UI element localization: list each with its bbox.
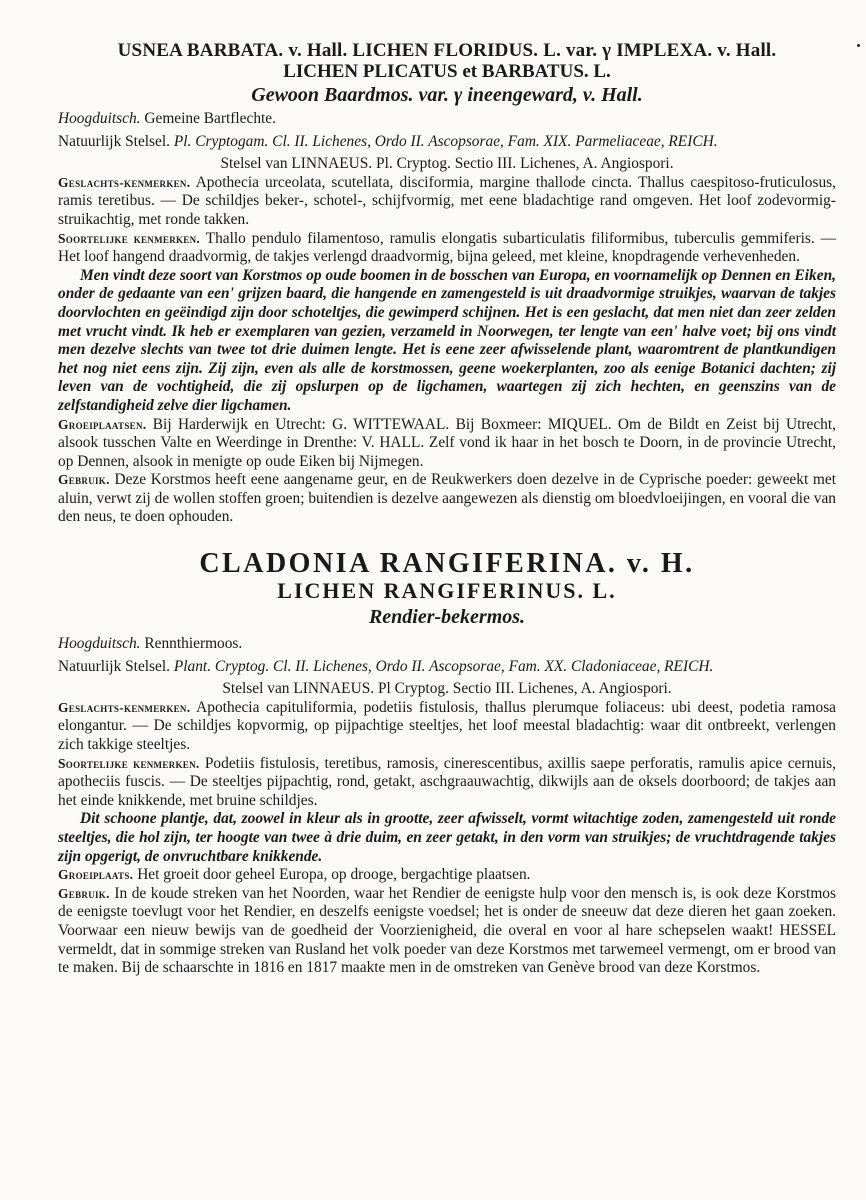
german-label: Hoogduitsch. xyxy=(58,110,141,127)
entry-synonym: LICHEN PLICATUS et BARBATUS. L. xyxy=(283,61,611,82)
ink-speck xyxy=(857,44,860,47)
genus-characteristics xyxy=(58,699,836,755)
genus-characteristics xyxy=(58,174,836,230)
habitat-text: Het groeit door geheel Europa, op drooge, bergachtige plaatsen. xyxy=(137,866,531,884)
entry-synonym: LICHEN RANGIFERINUS. L. xyxy=(277,578,617,604)
species-text: Thallo pendulo filamentoso, ramulis elongatis subarticulatis filiformibus, tuberculis gemmiferis. — Het loof hangend draadvormig, de takjes verlengd draadvormig, bijna geleed, met kleine, knopdragende verhevenheden. xyxy=(58,229,836,266)
page xyxy=(58,40,836,978)
german-name: Rennthiermoos. xyxy=(144,635,243,653)
usage-text: Deze Korstmos heeft eene aangename geur, en de Reukwerkers doen dezelve in de Cyprische poeder: geweekt met aluin, verwt zij de wollen stoffen groen; buitendien is dezelve aangewezen als dienstig om bloedvloeijingen, en vooral die van den neus, te doen ophouden. xyxy=(58,471,836,526)
entry-title: CLADONIA RANGIFERINA. v. H. xyxy=(199,548,695,580)
species-label: Soortelijke kenmerken. xyxy=(58,755,200,771)
description: Dit schoone plantje, dat, zoowel in kleur als in grootte, zeer afwisselt, vormt witachtige zoden, zamengesteld uit ronde steeltjes, die hol zijn, ter hoogte van twee à drie duim, en zeer getakt, in den vorm van struikjes; de vruchtdragende takjes zijn opgerigt, de onvruchtbare knikkende. xyxy=(58,810,836,865)
habitat-label: Groeiplaatsen. xyxy=(58,416,147,432)
natural-system-label: Natuurlijk Stelsel. xyxy=(58,132,170,150)
usage xyxy=(58,471,836,527)
usage-label: Gebruik. xyxy=(58,472,110,488)
habitat-label: Groeiplaats. xyxy=(58,867,134,883)
natural-system-text: Plant. Cryptog. Cl. II. Lichenes, Ordo II. Ascopsorae, Fam. XX. Cladoniaceae, REICH. xyxy=(173,657,714,675)
entry-cladonia-rangiferina xyxy=(58,549,836,978)
species-label: Soortelijke kenmerken. xyxy=(58,230,201,246)
linnaeus-system-line: Stelsel van LINNAEUS. Pl. Cryptog. Sectio III. Lichenes, A. Angiospori. xyxy=(220,155,674,173)
usage-text: In de koude streken van het Noorden, waar het Rendier de eenigste hulp voor den mensch is, is ook deze Korstmos de eenigste toevlugt voor het Rendier, en deszelfs eenigste voedsel; het is onder de sneeuw dat deze dieren het gaan zoeken. Voorwaar een nieuw bewijs van de goedheid der Voorzienigheid, die overal en voor al hare schepselen waakt! HESSEL vermeldt, dat in sommige streken van Rusland het volk poeder van deze Korstmos met tarwemeel vermengt, om er brood van te maken. Bij de schaarschte in 1816 en 1817 maakte men in de omstreken van Genève brood van deze Korstmos. xyxy=(58,884,836,977)
description: Men vindt deze soort van Korstmos op oude boomen in de bosschen van Europa, en voornamelijk op Dennen en Eiken, onder de gedaante van een' grijzen baard, die hangende en zamengesteld is uit draadvormige struikjes, waarvan de takjes doorvlochten en geëindigd zijn door schoteltjes, die gewimperd schijnen. Het is een geslacht, dat men niet dan zeer zelden met vrucht vindt. Ik heb er exemplaren van gezien, verzameld in Noorwegen, ter lengte van een' halve voet; bij ons vindt men dezelve slechts van twee tot drie duimen lengte. Het is eene zeer afwisselende plant, waaromtrent de plantkundigen het nog niet eens zijn. Zij zijn, even als alle de korstmossen, geene woekerplanten, zoo als eenige Botanici dachten; zij leven van de vochtigheid, die zij opslurpen op de ligchamen, waartegen zij zich hechten, en geenszins van de zelfstandigheid zelve dier ligchamen. xyxy=(58,266,836,414)
habitat xyxy=(58,416,836,472)
linnaeus-system-line: Stelsel van LINNAEUS. Pl Cryptog. Sectio III. Lichenes, A. Angiospori. xyxy=(222,680,672,698)
species-text: Podetiis fistulosis, teretibus, ramosis, cinerescentibus, axillis saepe perforatis, ramulis apice cernuis, apotheciis fuscis. — De steeltjes pijpachtig, rond, getakt, aschgraauwachtig, dikwijls aan de oksels doorboord; de takjes aan het einde knikkende, met bruine schildjes. xyxy=(58,754,836,809)
entry-title: USNEA BARBATA. v. Hall. LICHEN FLORIDUS. L. var. γ IMPLEXA. v. Hall. xyxy=(117,40,777,61)
german-label: Hoogduitsch. xyxy=(58,635,141,653)
german-name-line xyxy=(58,110,836,129)
natural-system-line xyxy=(58,658,836,677)
species-characteristics xyxy=(58,755,836,811)
dutch-name: Rendier-bekermos. xyxy=(368,606,526,629)
usage xyxy=(58,885,836,978)
genus-text: Apothecia urceolata, scutellata, disciformia, margine thallode cincta. Thallus caespitoso-fruticulosus, ramis teretibus. — De schildjes beker-, schotel-, schijfvormig, met eene bladachtige rand omgeven. Het loof zodevormig-struikachtig, met ronde takken. xyxy=(58,173,836,228)
genus-label: Geslachts-kenmerken. xyxy=(58,699,191,715)
entry-usnea-barbata xyxy=(58,40,836,527)
german-name-line xyxy=(58,635,836,654)
natural-system-label: Natuurlijk Stelsel. xyxy=(58,657,170,675)
habitat-text: Bij Harderwijk en Utrecht: G. WITTEWAAL. Bij Boxmeer: MIQUEL. Om de Bildt en Zeist bij Utrecht, alsook tusschen Valte en Weerdinge in Drenthe: V. HALL. Zelf vond ik haar in het bosch te Doorn, in de provincie Utrecht, op Dennen, alsook in menigte op oude Eiken bij Nijmegen. xyxy=(58,415,836,470)
habitat xyxy=(58,866,836,885)
natural-system-text: Pl. Cryptogam. Cl. II. Lichenes, Ordo II. Ascopsorae, Fam. XIX. Parmeliaceae, REICH. xyxy=(173,132,718,150)
german-name: Gemeine Bartflechte. xyxy=(144,110,276,127)
dutch-name: Gewoon Baardmos. var. γ ineengeward, v. Hall. xyxy=(251,84,643,106)
natural-system-line xyxy=(58,133,836,152)
usage-label: Gebruik. xyxy=(58,885,110,901)
genus-text: Apothecia capituliformia, podetiis fistulosis, thallus plerumque foliaceus: ubi deest, podetia ramosa elongantur. — De schildjes kopvormig, op pijpachtige steeltjes, het loof meestal bladachtig: waar dit ontbreekt, verlengen zich takkige steeltjes. xyxy=(58,698,837,754)
species-characteristics xyxy=(58,230,836,267)
genus-label: Geslachts-kenmerken. xyxy=(58,174,191,190)
